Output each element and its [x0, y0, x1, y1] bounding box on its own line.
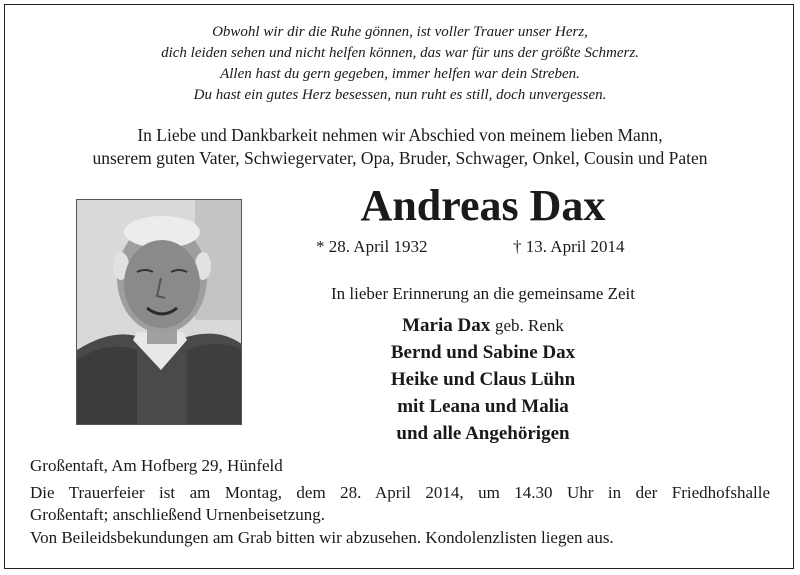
poem-line: Allen hast du gern gegeben, immer helfen war dein Streben.: [220, 66, 580, 82]
poem-line: dich leiden sehen und nicht helfen können, das war für uns der größte Schmerz.: [161, 45, 639, 61]
family-line-spouse: [246, 312, 720, 339]
condolence-note: Von Beileidsbekundungen am Grab bitten wir abzusehen. Kondolenzlisten liegen aus.: [30, 527, 614, 547]
birth-date: * 28. April 1932: [316, 237, 428, 256]
footer: [30, 455, 770, 549]
poem: [0, 22, 800, 106]
portrait-photo: [76, 199, 242, 425]
intro-line: In Liebe und Dankbarkeit nehmen wir Abschied von meinem lieben Mann,: [137, 125, 663, 145]
family-line: Heike und Claus Lühn: [390, 369, 576, 390]
family-line: Bernd und Sabine Dax: [390, 342, 576, 363]
funeral-info-line2: Großentaft; anschließend Urnenbeisetzung.: [30, 505, 326, 524]
funeral-info-line1: Die Trauerfeier ist am Montag, dem 28. April 2014, um 14.30 Uhr in der Friedhofshalle: [30, 482, 770, 502]
intro-text: [0, 124, 800, 170]
death-date: † 13. April 2014: [513, 237, 625, 256]
deceased-name: Andreas Dax: [360, 181, 606, 230]
poem-line: Obwohl wir dir die Ruhe gönnen, ist voller Trauer unser Herz,: [212, 24, 588, 40]
address: Großentaft, Am Hofberg 29, Hünfeld: [30, 456, 283, 475]
memory-line: In lieber Erinnerung an die gemeinsame Zeit: [331, 284, 635, 303]
spouse-maiden-name: geb. Renk: [494, 316, 564, 335]
family-line: mit Leana und Malia: [397, 396, 569, 417]
spouse-name: Maria Dax: [402, 315, 491, 336]
poem-line: Du hast ein gutes Herz besessen, nun ruht es still, doch unvergessen.: [193, 87, 607, 103]
family-list: [246, 312, 720, 447]
family-line: und alle Angehörigen: [396, 423, 570, 444]
intro-line: unserem guten Vater, Schwiegervater, Opa, Bruder, Schwager, Onkel, Cousin und Paten: [92, 148, 708, 168]
